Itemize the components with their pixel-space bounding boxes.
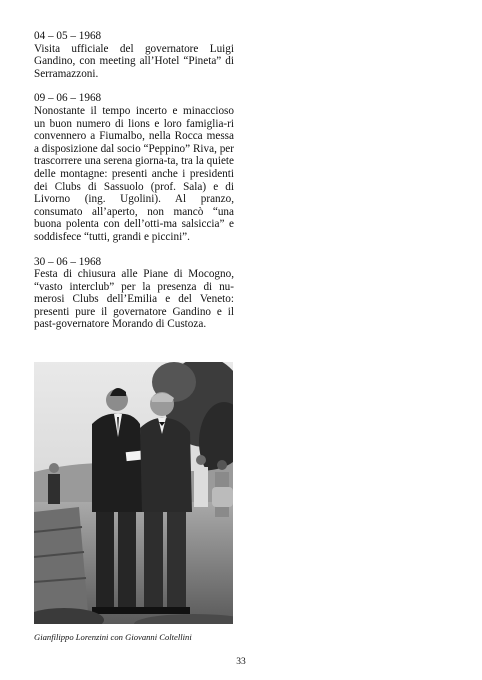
chronicle-entry <box>34 30 234 80</box>
page-number: 33 <box>236 657 246 667</box>
entry-date: 09 – 06 – 1968 <box>34 92 102 105</box>
chronicle-entry <box>34 92 234 243</box>
photo-illustration <box>34 362 233 624</box>
entry-text: Nonostante il tempo incerto e minaccioso un buon numero di lions e loro famiglia-ri convennero a Fiumalbo, nella Rocca messa a disposizione dal socio “Peppino” Riva, per trascorrere una serena giorna-ta, tra la quiete delle montagne: presenti anche i presidenti dei Clubs di Sassuolo (prof. Sala) e di Livorno (ing. Ugolini). Al pranzo, consumato all’aperto, non mancò “una buona polenta con dell’otti-ma salsiccia” e soddisfece “tutti, grandi e piccini”. <box>34 104 234 243</box>
chronicle-entry <box>34 256 234 332</box>
photo-caption: Gianfilippo Lorenzini con Giovanni Coltellini <box>34 632 192 642</box>
text-column <box>34 30 234 343</box>
entry-text: Festa di chiusura alle Piane di Mocogno, “vasto interclub” per la presenza di nu-merosi Clubs dell’Emilia e del Veneto: presenti pure il governatore Gandino e il past-governatore Morando di Custoza. <box>34 268 234 331</box>
entry-date: 04 – 05 – 1968 <box>34 30 102 42</box>
photograph <box>34 362 233 624</box>
entry-date: 30 – 06 – 1968 <box>34 255 102 268</box>
entry-text: Visita ufficiale del governatore Luigi Gandino, con meeting all’Hotel “Pineta” di Serramazzoni. <box>34 42 234 80</box>
